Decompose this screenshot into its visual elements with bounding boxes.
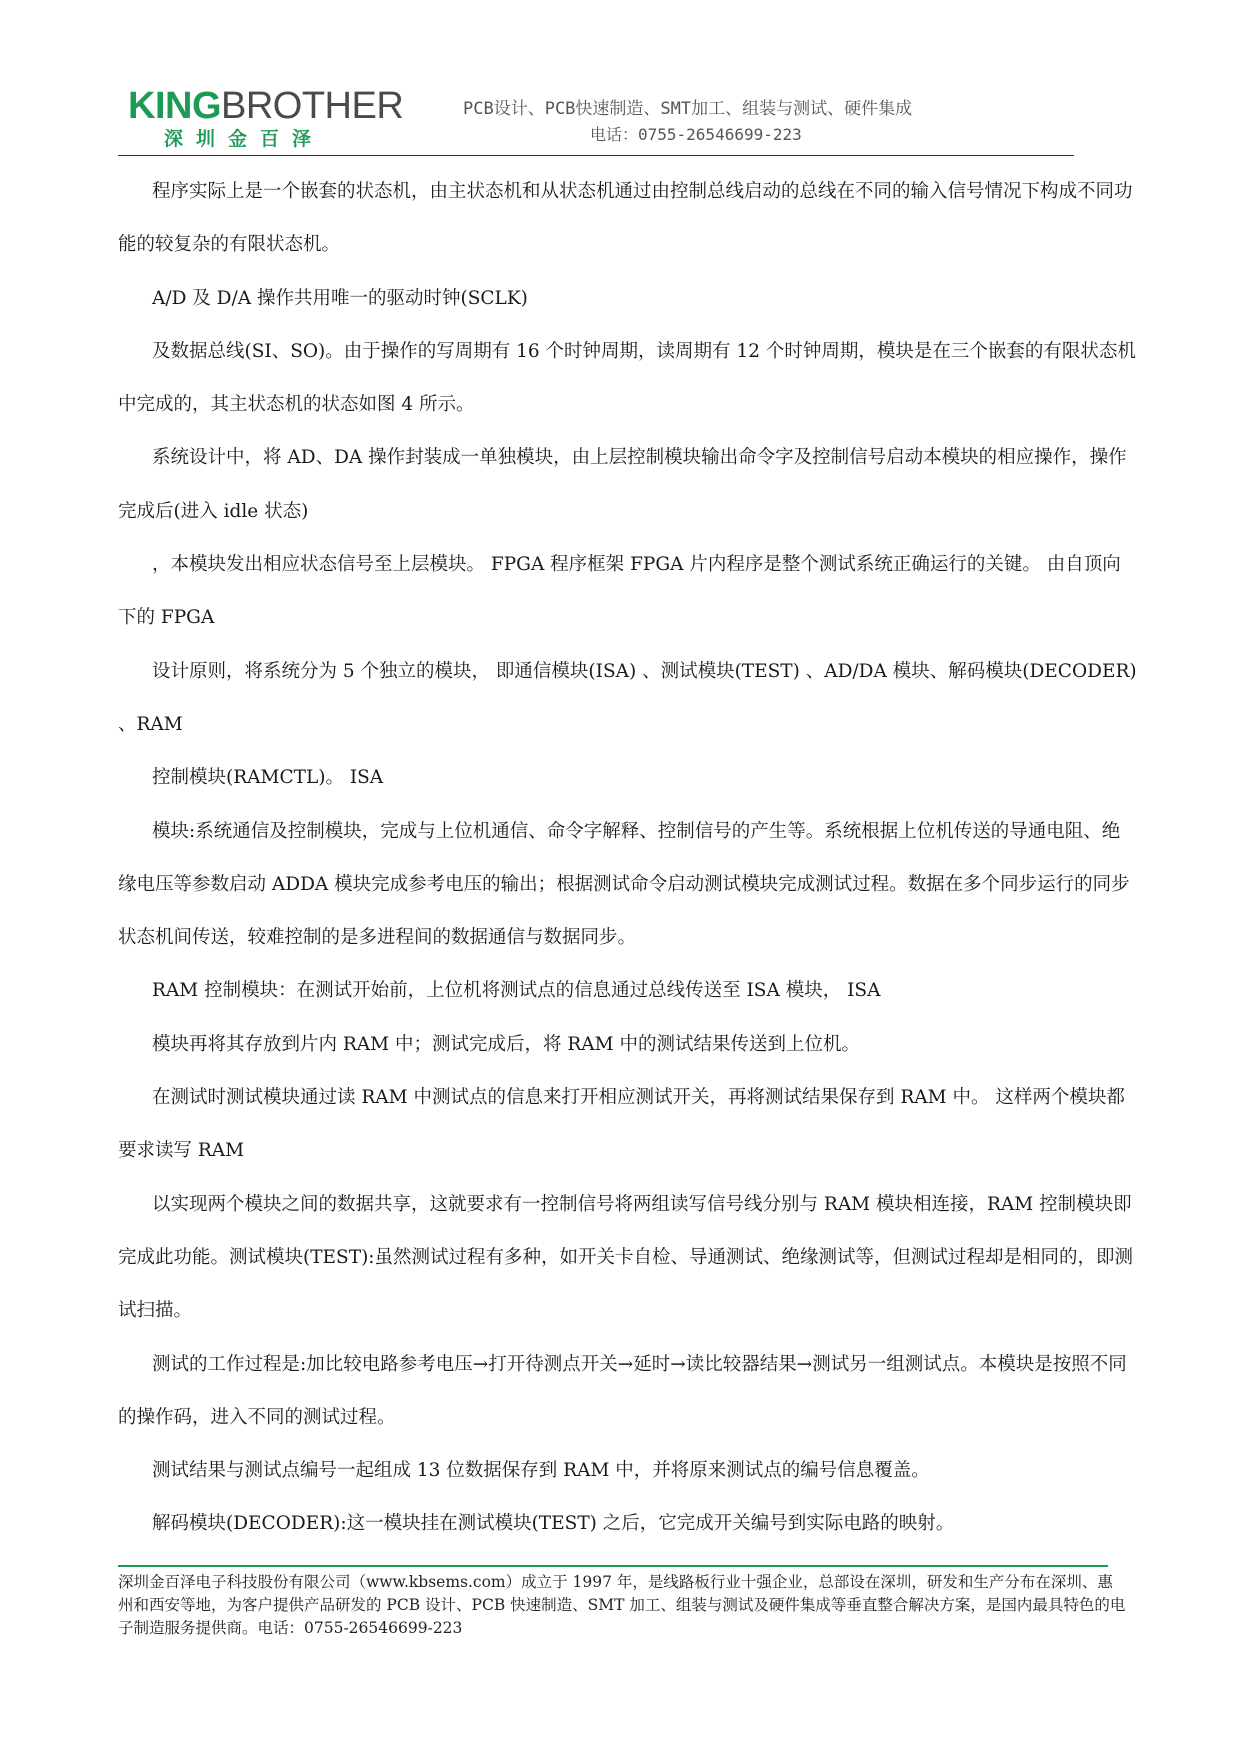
body-paragraph: 设计原则，将系统分为 5 个独立的模块， 即通信模块(ISA) 、测试模块(TEST) 、AD/DA 模块、解码模块(DECODER) 、RAM bbox=[118, 660, 1137, 735]
header-phone: 电话：0755-26546699-223 bbox=[590, 125, 802, 144]
header-divider bbox=[118, 155, 1074, 156]
document-body bbox=[118, 165, 1138, 1551]
body-paragraph: 模块:系统通信及控制模块，完成与上位机通信、命令字解释、控制信号的产生等。系统根据上位机传送的导通电阻、绝缘电压等参数启动 ADDA 模块完成参考电压的输出；根据测试命令启动测试模块完成测试过程。数据在多个同步运行的同步状态机间传送，较难控制的是多进程间的数据通信与数据同步。 bbox=[118, 820, 1130, 949]
logo-wordmark bbox=[128, 86, 403, 126]
logo-brother-text: BROTHER bbox=[221, 85, 404, 127]
body-paragraph: 解码模块(DECODER):这一模块挂在测试模块(TEST) 之后，它完成开关编号到实际电路的映射。 bbox=[152, 1513, 955, 1535]
body-paragraph: 及数据总线(SI、SO)。由于操作的写周期有 16 个时钟周期，读周期有 12 个时钟周期，模块是在三个嵌套的有限状态机中完成的，其主状态机的状态如图 4 所示。 bbox=[118, 340, 1136, 416]
body-paragraph: 在测试时测试模块通过读 RAM 中测试点的信息来打开相应测试开关，再将测试结果保存到 RAM 中。 这样两个模块都要求读写 RAM bbox=[118, 1087, 1125, 1162]
logo-chinese-name: 深圳金百泽 bbox=[164, 128, 325, 150]
body-paragraph: 控制模块(RAMCTL)。 ISA bbox=[152, 767, 384, 789]
page-header bbox=[0, 0, 1241, 160]
body-paragraph: 测试结果与测试点编号一起组成 13 位数据保存到 RAM 中，并将原来测试点的编号信息覆盖。 bbox=[152, 1460, 930, 1482]
footer-divider bbox=[118, 1565, 1108, 1567]
body-paragraph: 程序实际上是一个嵌套的状态机，由主状态机和从状态机通过由控制总线启动的总线在不同的输入信号情况下构成不同功能的较复杂的有限状态机。 bbox=[118, 181, 1133, 256]
body-paragraph: 模块再将其存放到片内 RAM 中；测试完成后，将 RAM 中的测试结果传送到上位机。 bbox=[152, 1033, 860, 1055]
body-paragraph: A/D 及 D/A 操作共用唯一的驱动时钟(SCLK) bbox=[152, 287, 528, 309]
body-paragraph: 测试的工作过程是:加比较电路参考电压→打开待测点开关→延时→读比较器结果→测试另一组测试点。本模块是按照不同的操作码，进入不同的测试过程。 bbox=[118, 1353, 1127, 1428]
body-paragraph: ，本模块发出相应状态信号至上层模块。 FPGA 程序框架 FPGA 片内程序是整个测试系统正确运行的关键。 由自顶向下的 FPGA bbox=[118, 554, 1121, 629]
company-logo bbox=[128, 86, 403, 152]
logo-king-text: KING bbox=[128, 85, 221, 127]
footer-company-info: 深圳金百泽电子科技股份有限公司（www.kbsems.com）成立于 1997 年，是线路板行业十强企业，总部设在深圳，研发和生产分布在深圳、惠州和西安等地，为客户提供产品研发的 PCB 设计、PCB 快速制造、SMT 加工、组装与测试及硬件集成等垂直整合解决方案，是国内最具特色的电子制造服务提供商。电话：0755-26546699-223 bbox=[118, 1573, 1126, 1637]
body-paragraph: 以实现两个模块之间的数据共享，这就要求有一控制信号将两组读写信号线分别与 RAM 模块相连接，RAM 控制模块即完成此功能。测试模块(TEST):虽然测试过程有多种，如开关卡自检、导通测试、绝缘测试等，但测试过程却是相同的，即测试扫描。 bbox=[118, 1193, 1134, 1322]
body-paragraph: RAM 控制模块：在测试开始前，上位机将测试点的信息通过总线传送至 ISA 模块， ISA bbox=[152, 980, 881, 1002]
body-paragraph: 系统设计中，将 AD、DA 操作封装成一单独模块，由上层控制模块输出命令字及控制信号启动本模块的相应操作，操作完成后(进入 idle 状态) bbox=[118, 447, 1127, 522]
header-services: PCB设计、PCB快速制造、SMT加工、组装与测试、硬件集成 bbox=[463, 99, 913, 119]
